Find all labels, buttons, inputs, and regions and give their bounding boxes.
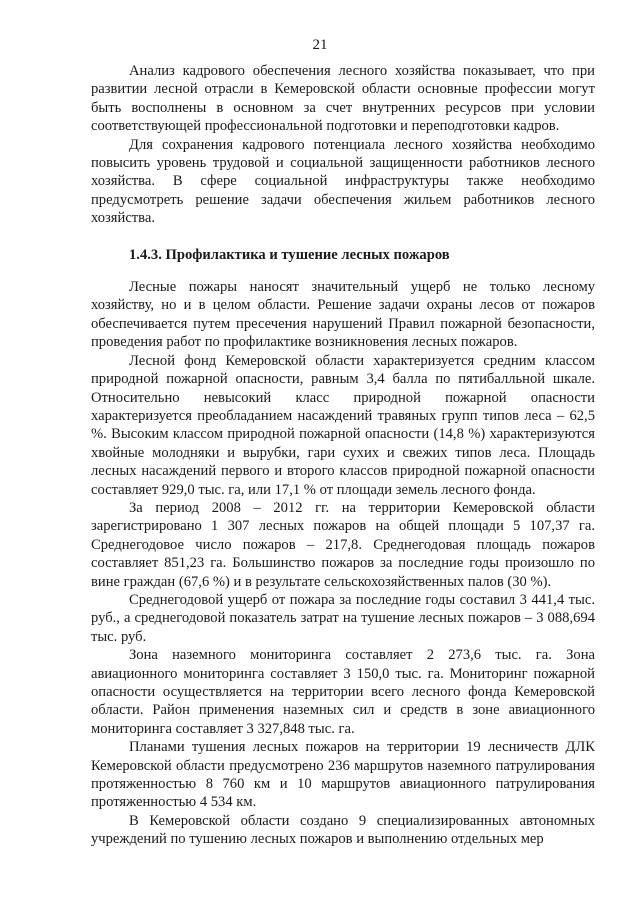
- paragraph-fire-statistics: За период 2008 – 2012 гг. на территории Кемеровской области зарегистрировано 1 307 лесных пожаров на общей площади 5 107,37 га. Среднегодовое число пожаров – 217,8. Среднегодовая площадь пожаров составляет 851,23 га. Большинство пожаров за последние годы произошло по вине граждан (67,6 %) и в результате сельскохозяйственных палов (30 %).: [91, 499, 595, 590]
- paragraph-fire-institutions: В Кемеровской области создано 9 специализированных автономных учреждений по тушению лесных пожаров и выполнению отдельных мер: [91, 812, 595, 848]
- page-number: 21: [312, 37, 328, 53]
- paragraph-staff-analysis: Анализ кадрового обеспечения лесного хозяйства показывает, что при развитии лесной отрасли в Кемеровской области основные профессии могут быть восполнены в основном за счет внутренних ресурсов при условии соответствующей профессиональной подготовки и переподготовки кадров.: [91, 63, 595, 135]
- paragraph-monitoring-zones: Зона наземного мониторинга составляет 2 273,6 тыс. га. Зона авиационного мониторинга составляет 3 150,0 тыс. га. Мониторинг пожарной опасности осуществляется на территории всего лесного фонда Кемеровской области. Район применения наземных сил и средств в зоне авиационного мониторинга составляет 3 327,848 тыс. га.: [91, 647, 595, 737]
- paragraph-fire-danger-class: Лесной фонд Кемеровской области характеризуется средним классом природной пожарной опасности, равным 3,4 балла по пятибалльной шкале. Относительно невысокий класс природной пожарной опасности характеризуется преобладанием насаждений травяных групп типов леса – 62,5 %. Высоким классом природной пожарной опасности (14,8 %) характеризуются хвойные молодняки и вырубки, гари сухих и свежих типов леса. Площадь лесных насаждений первого и второго классов природной пожарной опасности составляет 929,0 тыс. га, или 17,1 % от площади земель лесного фонда.: [91, 352, 595, 498]
- paragraph-fire-damage: Лесные пожары наносят значительный ущерб не только лесному хозяйству, но и в целом области. Решение задачи охраны лесов от пожаров обеспечивается путем пресечения нарушений Правил пожарной безопасности, проведения работ по профилактике возникновения лесных пожаров.: [91, 279, 595, 351]
- paragraph-fire-losses: Среднегодовой ущерб от пожара за последние годы составил 3 441,4 тыс. руб., а среднегодовой показатель затрат на тушение лесных пожаров – 3 088,694 тыс. руб.: [91, 591, 595, 645]
- paragraph-staff-potential: Для сохранения кадрового потенциала лесного хозяйства необходимо повысить уровень трудовой и социальной защищенности работников лесного хозяйства. В сфере социальной инфраструктуры также необходимо предусмотреть решение задачи обеспечения жильем работников лесного хозяйства.: [91, 136, 595, 227]
- page-body: [91, 62, 595, 849]
- paragraph-patrol-plans: Планами тушения лесных пожаров на территории 19 лесничеств ДЛК Кемеровской области предусмотрено 236 маршрутов наземного патрулирования протяженностью 8 760 км и 10 маршрутов авиационного патрулирования протяженностью 4 534 км.: [91, 739, 595, 811]
- section-heading: 1.4.3. Профилактика и тушение лесных пожаров: [129, 246, 450, 263]
